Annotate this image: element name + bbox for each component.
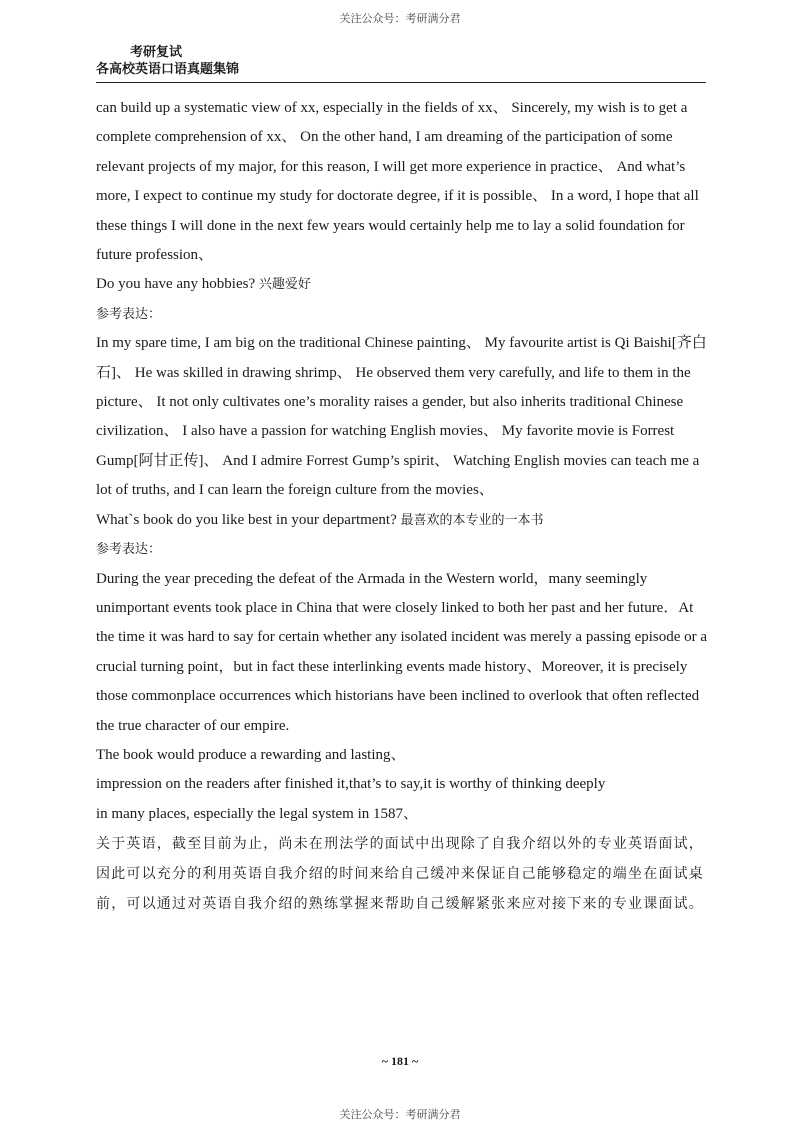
- question-book: [96, 506, 708, 535]
- question-hobbies-en: Do you have any hobbies?: [96, 276, 256, 293]
- question-book-zh: 最喜欢的本专业的一本书: [400, 512, 544, 528]
- paragraph-book-answer: During the year preceding the defeat of the Armada in the Western world，many seemingly unimportant events took place in China that were closely linked to both her past and her future．At the time it was hard to say for certain whether any isolated incident was merely a passing episode or a crucial turning point，but in fact these interlinking events made history、Moreover, it is precisely those commonplace occurrences which historians have been inclined to overlook that often reflected the true character of our empire.: [96, 570, 708, 734]
- running-header: [96, 44, 706, 78]
- bottom-watermark: 关注公众号：考研满分君: [339, 1108, 461, 1121]
- paragraph-chinese-note: 关于英语，截至目前为止，尚未在刑法学的面试中出现除了自我介绍以外的专业英语面试，因此可以充分的利用英语自我介绍的时间来给自己缓冲来保证自己能够稳定的端坐在面试桌前，可以通过对英语自我介绍的熟练掌握来帮助自己缓解紧张来应对接下来的专业课面试。: [96, 836, 704, 913]
- question-hobbies-zh: 兴趣爱好: [258, 277, 311, 293]
- header-subtitle: 各高校英语口语真题集锦: [96, 62, 240, 77]
- reference-label: 参考表达：: [96, 306, 162, 322]
- question-hobbies: [96, 270, 708, 299]
- top-watermark: 关注公众号：考研满分君: [339, 12, 461, 25]
- reference-label: 参考表达：: [96, 542, 162, 558]
- book-line-1: The book would produce a rewarding and lasting、: [96, 746, 406, 763]
- paragraph-hobbies-answer: In my spare time, I am big on the traditional Chinese painting、 My favourite artist is Qi Baishi[齐白石]、 He was skilled in drawing shrimp、 He observed them very carefully, and life to them in the picture、 It not only cultivates one’s morality raises a gender, but also inherits traditional Chinese civilization、 I also have a passion for watching English movies、 My favorite movie is Forrest Gump[阿甘正传]、 And I admire Forrest Gump’s spirit、 Watching English movies can teach me a lot of truths, and I can learn the foreign culture from the movies、: [96, 335, 707, 499]
- question-book-en: What`s book do you like best in your department?: [96, 511, 397, 528]
- page-content: [96, 94, 708, 919]
- book-line-3: in many places, especially the legal system in 1587、: [96, 805, 419, 822]
- header-title: 考研复试: [130, 45, 183, 60]
- header-rule: [96, 82, 706, 83]
- book-line-2: impression on the readers after finished it,that’s to say,it is worthy of thinking deeply: [96, 776, 606, 793]
- page-number: ~ 181 ~: [381, 1054, 419, 1068]
- paragraph-continuation: can build up a systematic view of xx, especially in the fields of xx、 Sincerely, my wish is to get a complete comprehension of xx、 On the other hand, I am dreaming of the participation of some relevant projects of my major, for this reason, I will get more experience in practice、 And what’s more, I expect to continue my study for doctorate degree, if it is possible、 In a word, I hope that all these things I will done in the next few years would certainly help me to lay a solid foundation for future profession、: [96, 100, 699, 264]
